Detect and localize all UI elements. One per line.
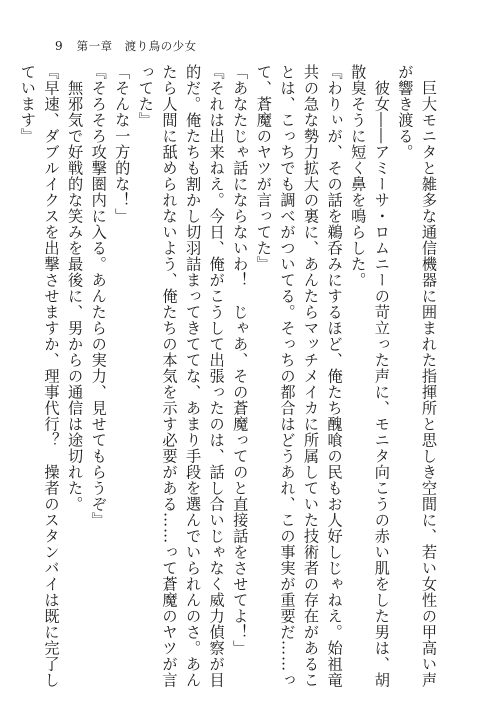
- running-header: [55, 38, 197, 54]
- paragraph-8: 無邪気で好戦的な笑みを最後に、男からの通信は途切れた。: [66, 64, 85, 512]
- paragraph-6: 「そんな一方的な！」: [113, 64, 132, 224]
- paragraph-1: 巨大モニタと雑多な通信機器に囲まれた指揮所と思しき空間に、若い女性の甲高い声が響き渡る。: [396, 64, 438, 688]
- paragraph-2: 彼女――アミーサ・ロムニーの苛立った声に、モニタ向こうの赤い肌をした男は、胡散臭そうに短く鼻を鳴らした。: [349, 64, 391, 688]
- page-number: 9: [55, 39, 63, 53]
- paragraph-5: 『それは出来ねえ。今日、俺がこうして出張ったのは、話し合いじゃなく威力偵察が目的だ。俺たちも割かし切羽詰まってきててな、あまり手段を選んでいられんのさ。あんたら人間に舐められないよう、俺たちの本気を示す必要がある……って蒼魔のヤツが言ってた』: [136, 64, 226, 688]
- paragraph-7: 『そろそろ攻撃圏内に入る。あんたらの実力、見せてもらうぞ』: [89, 64, 108, 528]
- paragraph-4: 「あなたじゃ話にならないわ！ じゃあ、その蒼魔ってのと直接話をさせてよ！」: [231, 64, 250, 656]
- body-text: [18, 64, 440, 694]
- paragraph-9: 『早速、ダブルイクスを出撃させますか、理事代行？ 操者のスタンバイは既に完了しています』: [18, 64, 61, 688]
- chapter-title: 第一章 渡り鳥の少女: [76, 39, 197, 53]
- paragraph-3: 『わりぃが、その話を鵜呑みにするほど、俺たち醜喰の民もお人好しじゃねえ。始祖竜共の急な勢力拡大の裏に、あんたらマッチメイカに所属していた技術者の存在があることは、こっちでも調べがついてる。そっちの都合はどうあれ、この事実が重要だ……って、蒼魔のヤツが言ってた』: [254, 64, 344, 688]
